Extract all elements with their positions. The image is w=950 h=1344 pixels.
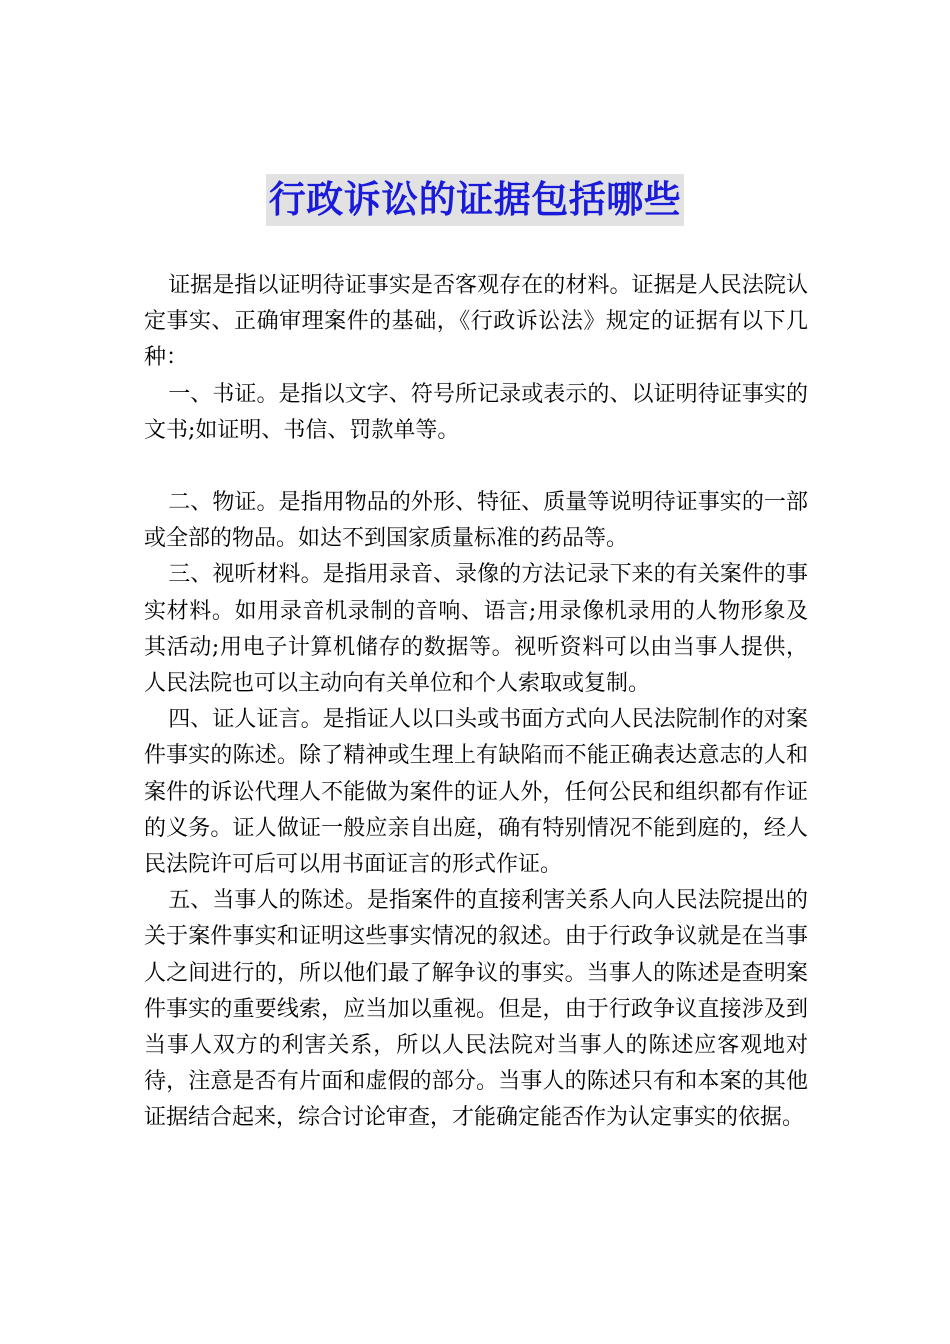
paragraph-audiovisual-materials: 三、视听材料。是指用录音、录像的方法记录下来的有关案件的事实材料。如用录音机录制的音响、语言;用录像机录用的人物形象及其活动;用电子计算机储存的数据等。视听资料可以由当事人提供，人民法院也可以主动向有关单位和个人索取或复制。 — [144, 562, 808, 697]
document-body — [144, 268, 808, 1137]
paragraph-witness-testimony: 四、证人证言。是指证人以口头或书面方式向人民法院制作的对案件事实的陈述。除了精神或生理上有缺陷而不能正确表达意志的人和案件的诉讼代理人不能做为案件的证人外，任何公民和组织都有作证的义务。证人做证一般应亲自出庭，确有特别情况不能到庭的，经人民法院许可后可以用书面证言的形式作证。 — [144, 707, 808, 878]
paragraph-intro: 证据是指以证明待证事实是否客观存在的材料。证据是人民法院认定事实、正确审理案件的基础，《行政诉讼法》规定的证据有以下几种： — [144, 273, 808, 371]
document-title: 行政诉讼的证据包括哪些 — [266, 174, 685, 226]
paragraph-physical-evidence: 二、物证。是指用物品的外形、特征、质量等说明待证事实的一部或全部的物品。如达不到国家质量标准的药品等。 — [144, 490, 808, 552]
paragraph-party-statements: 五、当事人的陈述。是指案件的直接利害关系人向人民法院提出的关于案件事实和证明这些事实情况的叙述。由于行政争议就是在当事人之间进行的，所以他们最了解争议的事实。当事人的陈述是查明案件事实的重要线索，应当加以重视。但是，由于行政争议直接涉及到当事人双方的利害关系，所以人民法院对当事人的陈述应客观地对待，注意是否有片面和虚假的部分。当事人的陈述只有和本案的其他证据结合起来，综合讨论审查，才能确定能否作为认定事实的依据。 — [144, 888, 808, 1131]
title-container — [0, 174, 950, 226]
paragraph-documentary-evidence: 一、书证。是指以文字、符号所记录或表示的、以证明待证事实的文书;如证明、书信、罚款单等。 — [144, 381, 808, 443]
